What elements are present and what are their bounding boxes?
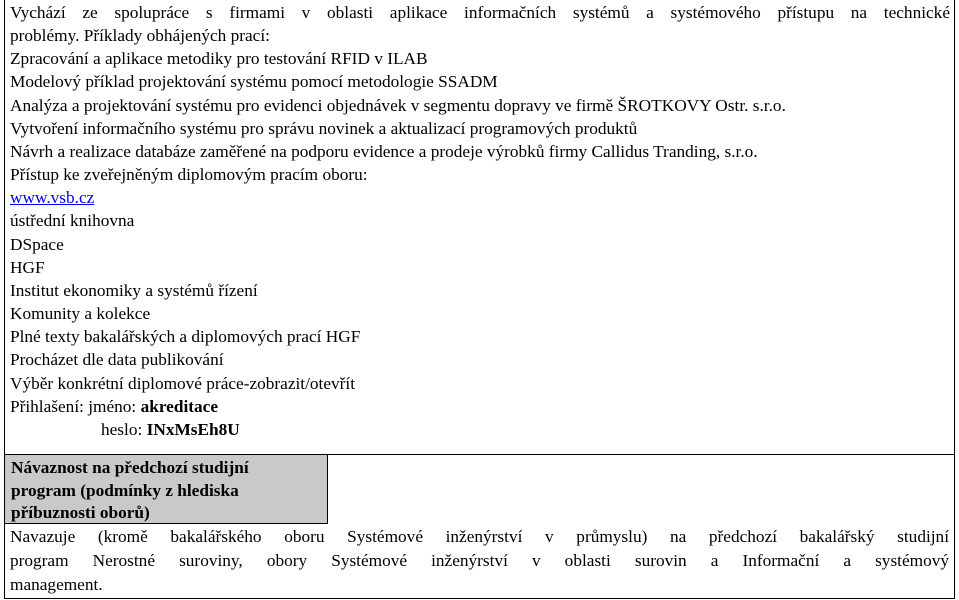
- description-cell: [5, 0, 954, 455]
- nav-step: DSpace: [10, 234, 64, 254]
- header-line: příbuznosti oborů): [11, 503, 150, 523]
- thesis-example: Modelový příklad projektování systému pomocí metodologie SSADM: [10, 72, 498, 92]
- text-line: Vychází ze spolupráce s firmami v oblasti aplikace informačních systémů a systémového přístupu na technické: [10, 3, 950, 22]
- nav-step: Plné texty bakalářských a diplomových prací HGF: [10, 327, 361, 347]
- header-line: program (podmínky z hlediska: [11, 480, 239, 500]
- nav-step: Institut ekonomiky a systémů řízení: [10, 280, 258, 300]
- nav-step: HGF: [10, 257, 45, 277]
- document-table: [4, 0, 955, 599]
- nav-step: Procházet dle data publikování: [10, 350, 224, 370]
- password-label: heslo:: [101, 419, 147, 439]
- text-line: problémy. Příklady obhájených prací:: [10, 26, 270, 46]
- section-header: [11, 457, 323, 525]
- text-line: program Nerostné suroviny, obory Systémové inženýrství v oblasti surovin a Informační a systémový: [10, 550, 949, 570]
- vsb-link[interactable]: www.vsb.cz: [10, 188, 95, 208]
- header-line: Návaznost na předchozí studijní: [11, 458, 249, 477]
- access-heading: Přístup ke zveřejněným diplomovým pracím oboru:: [10, 165, 368, 185]
- login-name: akreditace: [140, 396, 218, 416]
- thesis-example: Analýza a projektování systému pro evidenci objednávek v segmentu dopravy ve firmě ŠROTKOVY Ostr. s.r.o.: [10, 95, 786, 115]
- login-label: Přihlašení: jméno:: [10, 396, 141, 416]
- thesis-example: Vytvoření informačního systému pro správu novinek a aktualizací programových produktů: [10, 118, 638, 138]
- password-line: [10, 418, 950, 441]
- section-header-cell: [5, 455, 328, 524]
- text-line: Navazuje (kromě bakalářského oboru Systémové inženýrství v průmyslu) na předchozí bakalářský studijní: [10, 527, 949, 546]
- continuity-cell: [5, 524, 954, 598]
- continuity-text: [10, 525, 949, 596]
- thesis-example: Zpracování a aplikace metodiky pro testování RFID v ILAB: [10, 49, 428, 69]
- description-text: [10, 1, 950, 441]
- nav-step: Výběr konkrétní diplomové práce-zobrazit/otevřít: [10, 373, 356, 393]
- nav-step: ústřední knihovna: [10, 211, 135, 231]
- text-line: management.: [10, 574, 103, 594]
- thesis-example: Návrh a realizace databáze zaměřené na podporu evidence a prodeje výrobků firmy Callidus Tranding, s.r.o.: [10, 141, 758, 161]
- login-line: [10, 395, 950, 418]
- nav-step: Komunity a kolekce: [10, 304, 151, 324]
- password-value: INxMsEh8U: [146, 419, 240, 439]
